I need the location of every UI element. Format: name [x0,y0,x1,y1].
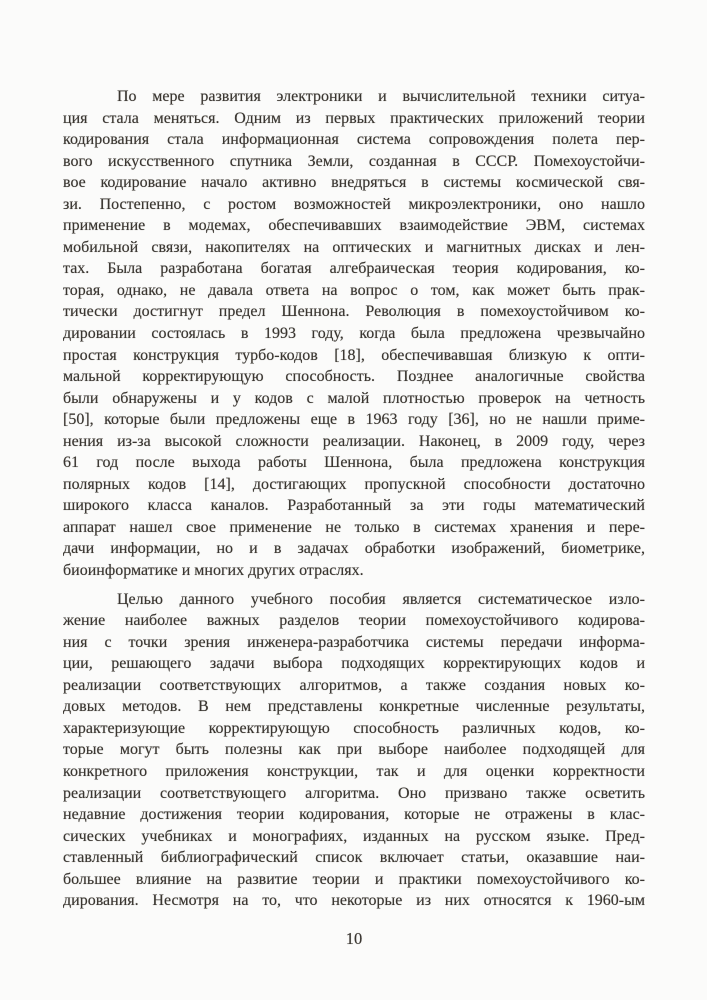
text-line: недавние достижения теории кодирования, которые не отражены в клас- [63,806,645,824]
text-line: биоинформатике и многих других отраслях. [63,562,364,580]
text-line: реализации соответствующих алгоритмов, а также создания новых ко- [63,676,645,694]
text-line: нения из-за высокой сложности реализации. Наконец, в 2009 году, через [63,432,645,450]
text-line: мобильной связи, накопителях на оптических и магнитных дисках и лен- [63,238,645,256]
text-line: торые могут быть полезны как при выборе наиболее подходящей для [63,741,645,759]
text-line: ции, решающего задачи выбора подходящих корректирующих кодов и [63,655,645,673]
text-line: дировании состоялась в 1993 году, когда была предложена чрезвычайно [63,325,645,343]
text-line: дирования. Несмотря на то, что некоторые из них относятся к 1960-ым [63,892,645,910]
text-line: большее влияние на развитие теории и практики помехоустойчивого ко- [63,870,645,888]
text-line: тически достигнут предел Шеннона. Революция в помехоустойчивом ко- [63,303,645,321]
text-line: аппарат нашел свое применение не только в системах хранения и пере- [63,518,645,536]
text-line: были обнаружены и у кодов с малой плотностью проверок на четность [63,389,645,407]
text-line: вое кодирование начало активно внедряться в системы космической свя- [63,174,645,192]
page-number: 10 [345,929,363,948]
text-line: жение наиболее важных разделов теории помехоустойчивого кодирова- [63,612,645,630]
text-line: применение в модемах, обеспечивавших взаимодействие ЭВМ, системах [63,217,645,235]
text-line: [50], которые были предложены еще в 1963 году [36], но не нашли приме- [63,411,645,429]
text-line: простая конструкция турбо-кодов [18], обеспечивавшая близкую к опти- [63,346,645,364]
text-line: ния с точки зрения инженера-разработчика системы передачи информа- [63,633,645,651]
text-line: ция стала меняться. Одним из первых практических приложений теории [63,109,645,127]
text-line: ставленный библиографический список включает статьи, оказавшие наи- [63,849,645,867]
text-line: конкретного приложения конструкции, так и для оценки корректности [63,762,645,780]
text-line: вого искусственного спутника Земли, созданная в СССР. Помехоустойчи- [63,152,645,170]
text-line: характеризующие корректирующую способность различных кодов, ко- [63,719,645,737]
text-line: кодирования стала информационная система сопровождения полета пер- [63,131,645,149]
paragraph [63,86,645,582]
text-line: тах. Была разработана богатая алгебраическая теория кодирования, ко- [63,260,645,278]
text-line: зи. Постепенно, с ростом возможностей микроэлектроники, оно нашло [63,195,645,213]
text-line: Целью данного учебного пособия является систематическое изло- [117,590,645,608]
text-line: 61 год после выхода работы Шеннона, была предложена конструкция [63,454,645,472]
text-line: сических учебниках и монографиях, изданных на русском языке. Пред- [63,827,645,845]
text-line: торая, однако, не давала ответа на вопрос о том, как может быть прак- [63,281,645,299]
paragraph [63,589,645,912]
paragraphs-container [63,86,645,912]
text-line: реализации соответствующего алгоритма. Оно призвано также осветить [63,784,645,802]
page-text-block [63,86,645,912]
text-line: мальной корректирующую способность. Позднее аналогичные свойства [63,368,645,386]
text-line: По мере развития электроники и вычислительной техники ситуа- [117,88,645,105]
text-line: дачи информации, но и в задачах обработки изображений, биометрике, [63,540,645,558]
text-line: довых методов. В нем представлены конкретные численные результаты, [63,698,645,716]
text-line: широкого класса каналов. Разработанный за эти годы математический [63,497,645,515]
text-line: полярных кодов [14], достигающих пропускной способности достаточно [63,475,645,493]
